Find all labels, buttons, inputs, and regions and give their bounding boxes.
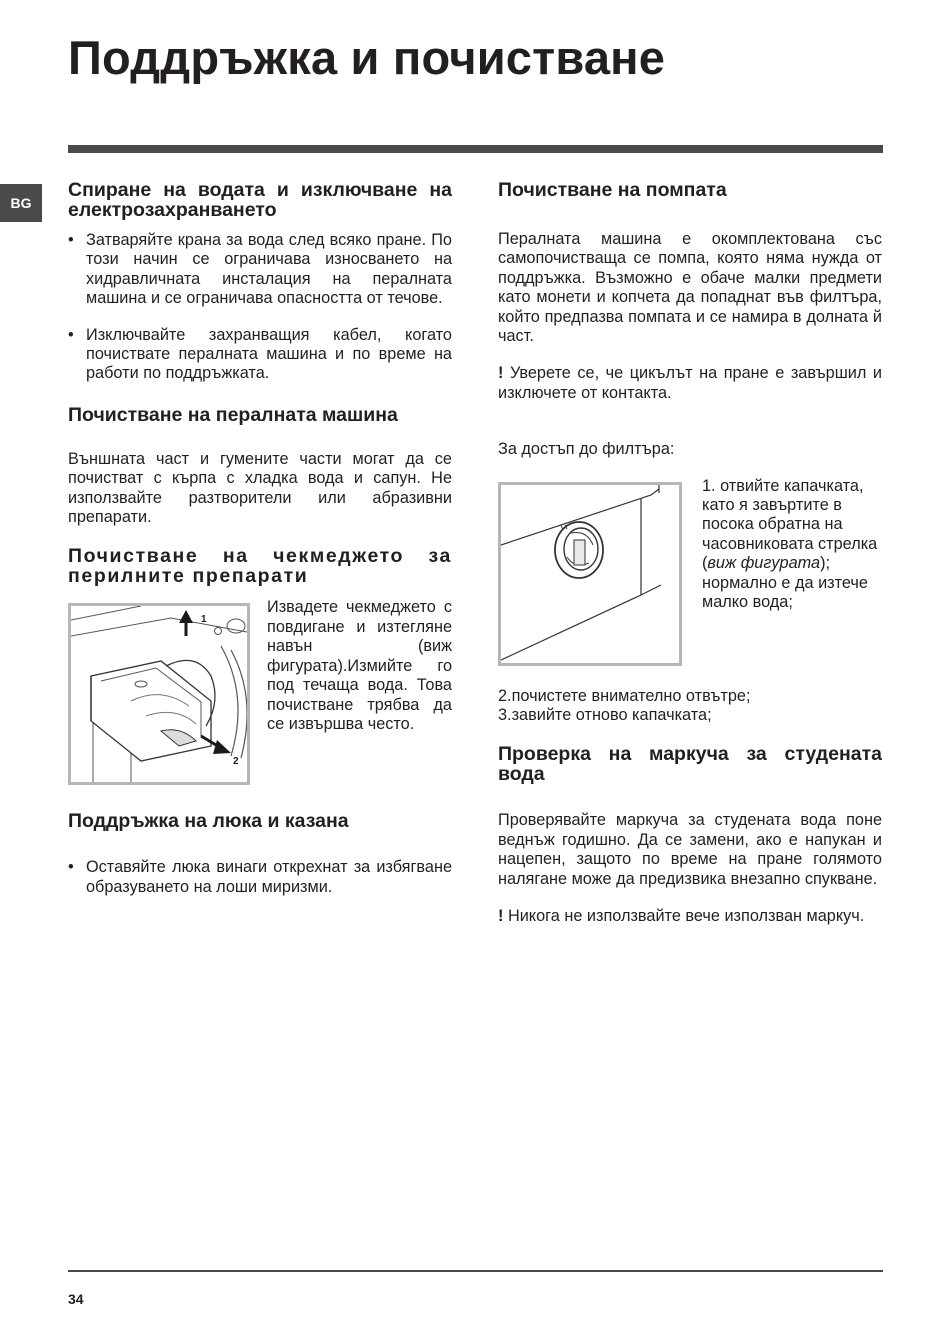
title-divider: [68, 145, 883, 153]
warning-text: Никога не използвайте вече използван маркуч.: [507, 907, 865, 926]
filter-step-2: 2.почистете внимателно отвътре;: [498, 686, 751, 705]
section-title-pump-cleaning: Почистване на помпата: [498, 179, 727, 201]
figure-label-2: 2: [233, 756, 239, 768]
drawer-figure: [68, 603, 250, 785]
step-1-text-end: ); нормално е да изтече малко вода;: [702, 554, 868, 612]
footer-divider: [68, 1270, 883, 1272]
bullet-text: Затваряйте крана за вода след всяко пране. По този начин се ограничава износването на хидравличната инсталация на пералната машина и се ограничава опасността от течове.: [86, 231, 452, 308]
bullet-text: Изключвайте захранващия кабел, когато почиствате пералната машина и по време на работи по поддръжката.: [86, 325, 452, 383]
language-tab: BG: [0, 184, 42, 222]
filter-step-3: 3.завийте отново капачката;: [498, 706, 712, 725]
filter-figure: [498, 482, 682, 666]
warning-text: Уверете се, че цикълът на пране е завършил и изключете от контакта.: [498, 364, 883, 402]
paragraph: Проверявайте маркуча за студената вода поне веднъж годишно. Да се замени, ако е напукан и нацепен, защото по време на пране голямото налягане може да предизвика внезапно спукване.: [498, 811, 882, 888]
bullet-item: [68, 326, 452, 384]
filter-step-1: [702, 477, 882, 613]
bullet-item: [68, 231, 452, 309]
warning-paragraph: [498, 364, 882, 403]
section-title-hose-check: Проверка на маркуча за студената вода: [498, 743, 882, 786]
pump-filter-illustration-icon: [501, 485, 679, 663]
section-title-water-power: Спиране на водата и изключване на електрозахранването: [68, 179, 452, 221]
bullet-item: [68, 858, 452, 897]
left-column: [68, 180, 452, 897]
page-title: Поддръжка и почистване: [68, 31, 666, 84]
warning-paragraph: [498, 907, 882, 926]
step-1-text: 1. отвийте капачката, като я завъртите в посока обратна на часовниковата стрелка (: [702, 476, 878, 573]
drawer-figure-text: Извадете чекмеджето с повдигане и изтегляне навън (виж фигурата).Измийте го под течаща вода. Това почистване трябва да се извършва често.: [267, 598, 452, 733]
warning-icon: !: [498, 907, 504, 926]
bullet-text: Оставяйте люка винаги открехнат за избягване образуването на лоши миризми.: [86, 858, 452, 896]
section-title-washer-cleaning: Почистване на пералната машина: [68, 403, 398, 426]
page-number: 34: [68, 1291, 84, 1307]
section-title-door-drum: Поддръжка на люка и казана: [68, 810, 349, 833]
paragraph: Външната част и гумените части могат да се почистват с кърпа с хладка вода и сапун. Не използвайте разтворители или абразивни препарати.: [68, 449, 452, 527]
bullet-dot-icon: •: [68, 858, 74, 877]
filter-figure-block: [498, 476, 882, 666]
right-column: [498, 180, 882, 927]
section-title-drawer-cleaning: Почистване на чекмеджето за перилните препарати: [68, 545, 452, 588]
paragraph: За достъп до филтъра:: [498, 440, 675, 459]
bullet-dot-icon: •: [68, 231, 74, 249]
figure-label-1: 1: [201, 614, 207, 626]
drawer-illustration-icon: [71, 606, 247, 782]
warning-icon: !: [498, 364, 504, 383]
paragraph: Пералната машина е окомплектована със самопочистваща се помпа, която няма нужда от поддръжка. Възможно е обаче малки предмети като монети и копчета да попаднат във филтъра, който предпазва помпата и се намира в долната й част.: [498, 230, 882, 346]
step-1-figure-ref: виж фигурата: [707, 554, 821, 573]
bullet-dot-icon: •: [68, 325, 74, 344]
drawer-figure-block: [68, 598, 452, 785]
